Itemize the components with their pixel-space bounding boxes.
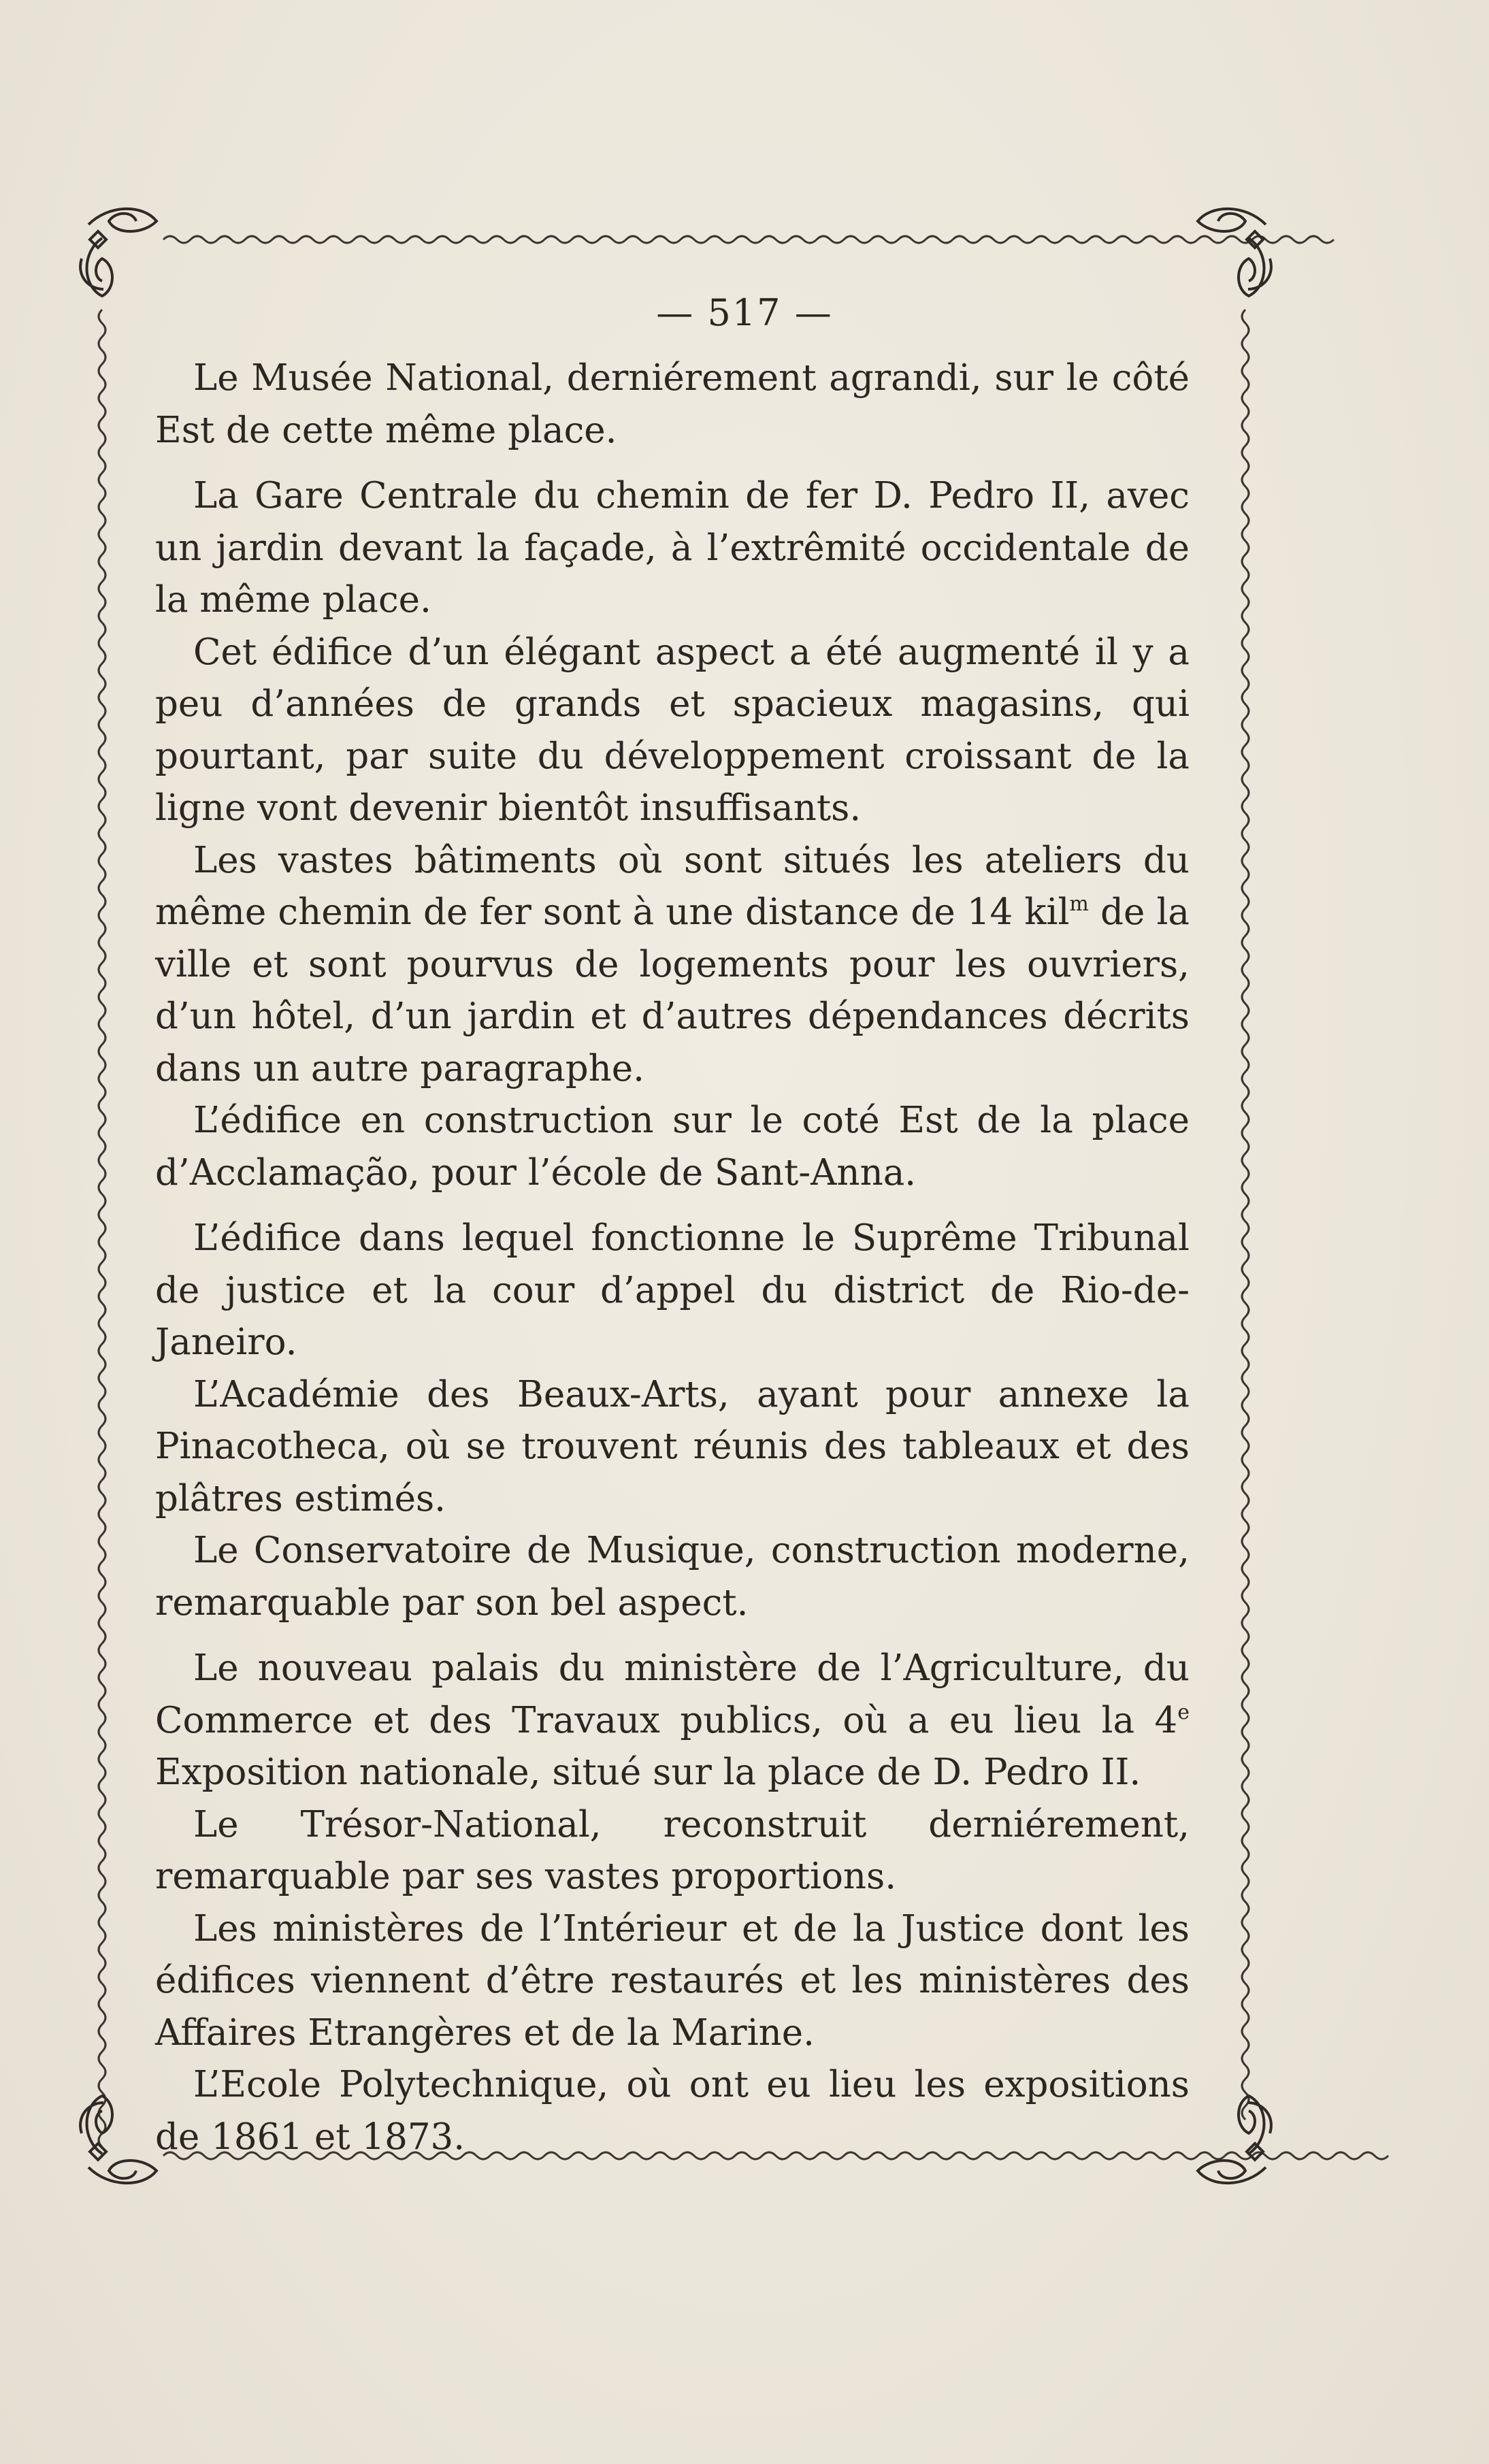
paragraph-musee: Le Musée National, derniérement agrandi, sur le côté Est de cette même place. xyxy=(155,357,1190,451)
paragraph-agriculture-part1: Le nouveau palais du ministère de l’Agriculture, du Commerce et des Travaux publics, où a eu lieu la 4 xyxy=(155,1647,1190,1741)
paragraph-ateliers-part2: de la ville et sont pourvus de logements pour les ouvriers, d’un hôtel, d’un jardin et d’autres dépendances décrits dans un autre paragraphe. xyxy=(155,891,1190,1089)
corner-ornament-top-right xyxy=(1198,209,1271,296)
paragraph-ministere-agriculture xyxy=(155,1643,1190,1799)
page-number: — 517 — xyxy=(656,291,833,334)
paragraph-academie: L’Académie des Beaux-Arts, ayant pour annexe la Pinacotheca, où se trouvent réunis des tableaux et des plâtres estimés. xyxy=(155,1373,1190,1520)
paragraph-ecole-sant-anna: L’édifice en construction sur le coté Est de la place d’Acclamação, pour l’école de Sant-Anna. xyxy=(155,1100,1190,1194)
paragraph-conservatoire: Le Conservatoire de Musique, construction moderne, remarquable par son bel aspect. xyxy=(155,1530,1190,1624)
superscript-e: e xyxy=(1177,1700,1190,1724)
paragraph-ministeres: Les ministères de l’Intérieur et de la Justice dont les édifices viennent d’être restaurés et les ministères des Affaires Etrangères et de la Marine. xyxy=(155,1907,1190,2054)
frame-left-rule xyxy=(99,310,105,2147)
body-text xyxy=(155,352,1190,2163)
paragraph-ateliers-part1: Les vastes bâtiments où sont situés les ateliers du même chemin de fer sont à une distance de 14 kil xyxy=(155,839,1190,933)
paragraph-tribunal: L’édifice dans lequel fonctionne le Suprême Tribunal de justice et la cour d’appel du district de Rio-de-Janeiro. xyxy=(155,1217,1190,1363)
paragraph-ateliers xyxy=(155,835,1190,1096)
corner-ornament-bottom-right xyxy=(1198,2096,1271,2183)
paragraph-tresor: Le Trésor-National, reconstruit derniérement, remarquable par ses vastes proportions. xyxy=(155,1803,1190,1897)
paragraph-gare-centrale: La Gare Centrale du chemin de fer D. Pedro II, avec un jardin devant la façade, à l’extrêmité occidentale de la même place. xyxy=(155,475,1190,621)
frame-right-rule xyxy=(1242,310,1249,2120)
paragraph-agriculture-part2: Exposition nationale, situé sur la place de D. Pedro II. xyxy=(155,1752,1141,1793)
corner-ornament-top-left xyxy=(80,209,157,296)
frame-top-rule xyxy=(163,236,1334,243)
superscript-m: m xyxy=(1069,892,1089,916)
paragraph-edifice-aspect: Cet édifice d’un élégant aspect a été augmenté il y a peu d’années de grands et spacieux magasins, qui pourtant, par suite du développement croissant de la ligne vont devenir bientôt insuffisants. xyxy=(155,631,1190,829)
corner-ornament-bottom-left xyxy=(80,2096,157,2183)
paragraph-ecole-polytechnique: L’Ecole Polytechnique, où ont eu lieu les expositions de 1861 et 1873. xyxy=(155,2064,1190,2158)
